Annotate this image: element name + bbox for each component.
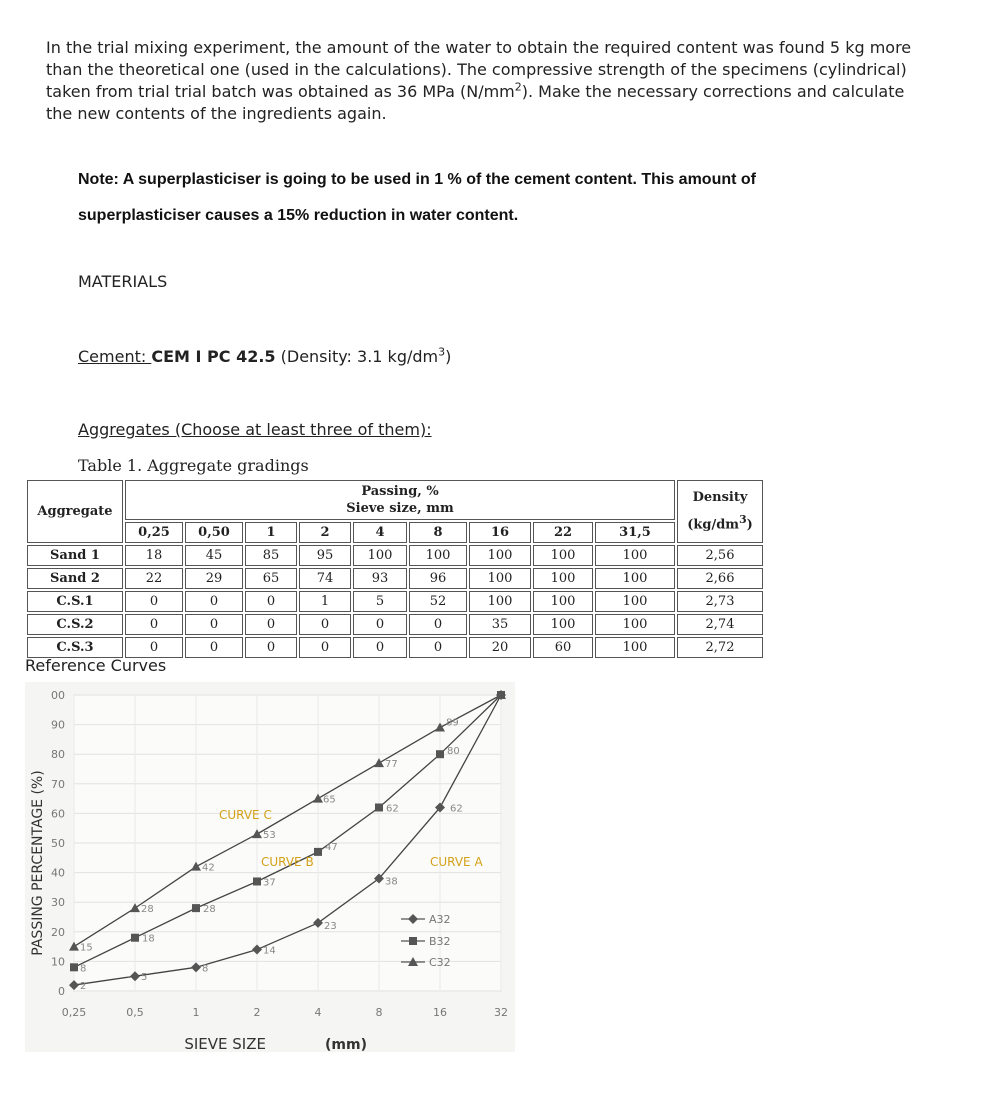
passing-value: 0 (299, 637, 351, 658)
aggregate-gradings-table (25, 478, 765, 660)
passing-value: 0 (125, 591, 183, 612)
passing-value: 100 (533, 545, 593, 566)
passing-value: 100 (469, 545, 531, 566)
chart-svg (25, 682, 515, 1052)
data-label: 15 (80, 942, 93, 954)
passing-value: 100 (469, 568, 531, 589)
data-label: 8 (80, 963, 87, 975)
passing-value: 100 (595, 614, 675, 635)
data-label: 65 (323, 794, 336, 806)
data-label: 80 (447, 746, 460, 758)
aggregates-heading: Aggregates (Choose at least three of them): (78, 420, 432, 439)
aggregate-header: Aggregate (27, 480, 123, 543)
y-tick-label: 70 (51, 777, 65, 791)
data-label: 28 (141, 904, 154, 916)
curve-label: CURVE C (219, 808, 272, 822)
legend-label: C32 (429, 956, 451, 969)
data-label: 37 (263, 877, 276, 889)
passing-value: 100 (595, 568, 675, 589)
data-label: 42 (202, 862, 215, 874)
data-point-b32 (253, 877, 261, 885)
density-unit: (kg/dm (687, 517, 740, 533)
problem-statement (46, 37, 926, 125)
passing-value: 0 (245, 637, 297, 658)
density-value: 2,74 (677, 614, 763, 635)
data-label: 5 (141, 972, 148, 984)
x-axis-title: SIEVE SIZE (184, 1035, 266, 1052)
passing-value: 0 (409, 637, 467, 658)
sieve-header: 16 (469, 522, 531, 543)
passing-value: 74 (299, 568, 351, 589)
passing-value: 0 (185, 591, 243, 612)
aggregate-name: Sand 1 (27, 545, 123, 566)
x-tick-label: 1 (192, 1006, 200, 1019)
density-value: 2,72 (677, 637, 763, 658)
data-label: 14 (263, 945, 276, 957)
sieve-header: 2 (299, 522, 351, 543)
sieve-header: 4 (353, 522, 407, 543)
y-tick-label: 50 (51, 837, 65, 850)
data-label: 77 (385, 759, 398, 771)
sieve-header: 1 (245, 522, 297, 543)
passing-value: 100 (595, 591, 675, 612)
data-point-b32 (131, 934, 139, 942)
passing-value: 1 (299, 591, 351, 612)
data-label: 62 (386, 803, 399, 815)
passing-value: 100 (595, 545, 675, 566)
passing-value: 65 (245, 568, 297, 589)
data-label: 18 (142, 933, 155, 945)
aggregate-name: C.S.1 (27, 591, 123, 612)
passing-value: 0 (353, 637, 407, 658)
sieve-header: 0,25 (125, 522, 183, 543)
passing-value: 18 (125, 545, 183, 566)
cement-density: (Density: 3.1 kg/dm (275, 347, 439, 366)
density-label: Density (692, 489, 748, 505)
x-tick-label: 2 (253, 1006, 261, 1019)
cement-close: ) (445, 347, 452, 366)
x-tick-label: 32 (494, 1006, 508, 1019)
legend-label: A32 (429, 913, 451, 926)
sieve-header: 22 (533, 522, 593, 543)
passing-value: 60 (533, 637, 593, 658)
cement-label: Cement: (78, 347, 152, 366)
x-tick-label: 16 (433, 1006, 447, 1019)
density-value: 2,56 (677, 545, 763, 566)
passing-value: 93 (353, 568, 407, 589)
table-row (27, 614, 763, 635)
passing-value: 52 (409, 591, 467, 612)
materials-heading: MATERIALS (78, 272, 168, 291)
passing-value: 100 (533, 614, 593, 635)
passing-value: 22 (125, 568, 183, 589)
sieve-header: 8 (409, 522, 467, 543)
data-point-b32 (314, 848, 322, 856)
x-tick-label: 0,5 (126, 1006, 144, 1019)
table-row (27, 637, 763, 658)
y-tick-label: 10 (51, 955, 65, 969)
passing-value: 100 (595, 637, 675, 658)
superplasticiser-note: Note: A superplasticiser is going to be used in 1 % of the cement content. This amount of superplasticiser causes a 15% reduction in water content. (78, 171, 756, 224)
passing-value: 5 (353, 591, 407, 612)
y-tick-label: 00 (51, 689, 65, 702)
density-unit-sup: 3 (739, 512, 747, 526)
data-label: 2 (80, 981, 87, 993)
data-label: 62 (450, 803, 463, 815)
table-caption: Table 1. Aggregate gradings (78, 456, 309, 475)
y-tick-label: 60 (51, 807, 65, 821)
passing-value: 0 (299, 614, 351, 635)
passing-value: 20 (469, 637, 531, 658)
data-label: 89 (446, 717, 459, 729)
data-point-b32 (436, 750, 444, 758)
passing-value: 100 (409, 545, 467, 566)
cement-density-sup: 3 (438, 345, 446, 359)
passing-value: 0 (245, 591, 297, 612)
problem-text-part2: ). Make the necessary corrections and calculate the new contents of the ingredients again. (46, 82, 905, 123)
data-point-b32 (192, 904, 200, 912)
passing-value: 0 (353, 614, 407, 635)
passing-value: 0 (185, 614, 243, 635)
density-value: 2,73 (677, 591, 763, 612)
passing-value: 96 (409, 568, 467, 589)
aggregate-name: C.S.3 (27, 637, 123, 658)
table-row (27, 545, 763, 566)
passing-value: 85 (245, 545, 297, 566)
density-header (677, 480, 763, 543)
passing-header (125, 480, 675, 520)
data-label: 23 (324, 920, 337, 932)
data-label: 53 (263, 830, 276, 842)
problem-text-sup: 2 (514, 80, 522, 94)
sieve-header: 31,5 (595, 522, 675, 543)
x-tick-label: 0,25 (61, 1006, 87, 1019)
table-row (27, 591, 763, 612)
passing-value: 29 (185, 568, 243, 589)
y-tick-label: 0 (58, 985, 65, 998)
y-tick-label: 80 (51, 748, 65, 762)
data-label: 8 (202, 963, 209, 975)
x-tick-label: 8 (375, 1006, 383, 1019)
density-unit-close: ) (746, 517, 753, 533)
data-point-b32 (70, 963, 78, 971)
x-tick-label: 4 (314, 1006, 322, 1019)
passing-value: 0 (245, 614, 297, 635)
passing-label: Passing, % (361, 484, 439, 499)
data-label: 28 (203, 904, 216, 916)
data-label: 47 (325, 841, 338, 853)
passing-value: 100 (533, 568, 593, 589)
cement-info (78, 347, 451, 366)
passing-value: 100 (469, 591, 531, 612)
y-axis-title: PASSING PERCENTAGE (%) (30, 770, 46, 956)
cement-type: CEM I PC 42.5 (151, 347, 276, 366)
y-tick-label: 90 (51, 718, 65, 732)
problem-text-part1: In the trial mixing experiment, the amount of the water to obtain the required content was found 5 kg more than the theoretical one (used in the calculations). The compressive strength of the specimens (cylindrical) taken from trial trial batch was obtained as 36 MPa (N/mm (46, 38, 912, 101)
sieve-header: 0,50 (185, 522, 243, 543)
passing-value: 0 (409, 614, 467, 635)
y-tick-label: 30 (51, 896, 65, 910)
data-label: 38 (385, 876, 398, 888)
reference-curves-chart (25, 682, 515, 1052)
passing-value: 0 (125, 637, 183, 658)
sieve-label: Sieve size, mm (346, 501, 454, 516)
legend-label: B32 (429, 935, 451, 948)
passing-value: 0 (125, 614, 183, 635)
passing-value: 95 (299, 545, 351, 566)
x-axis-unit: (mm) (325, 1037, 367, 1052)
curve-label: CURVE B (261, 855, 314, 869)
legend-marker (409, 937, 417, 945)
aggregate-name: C.S.2 (27, 614, 123, 635)
density-value: 2,66 (677, 568, 763, 589)
passing-value: 100 (533, 591, 593, 612)
passing-value: 45 (185, 545, 243, 566)
passing-value: 100 (353, 545, 407, 566)
passing-value: 0 (185, 637, 243, 658)
passing-value: 35 (469, 614, 531, 635)
table-row (27, 568, 763, 589)
curve-label: CURVE A (430, 855, 483, 869)
data-point-b32 (375, 803, 383, 811)
reference-curves-label: Reference Curves (25, 656, 167, 675)
y-tick-label: 40 (51, 866, 65, 880)
y-tick-label: 20 (51, 925, 65, 939)
aggregate-name: Sand 2 (27, 568, 123, 589)
